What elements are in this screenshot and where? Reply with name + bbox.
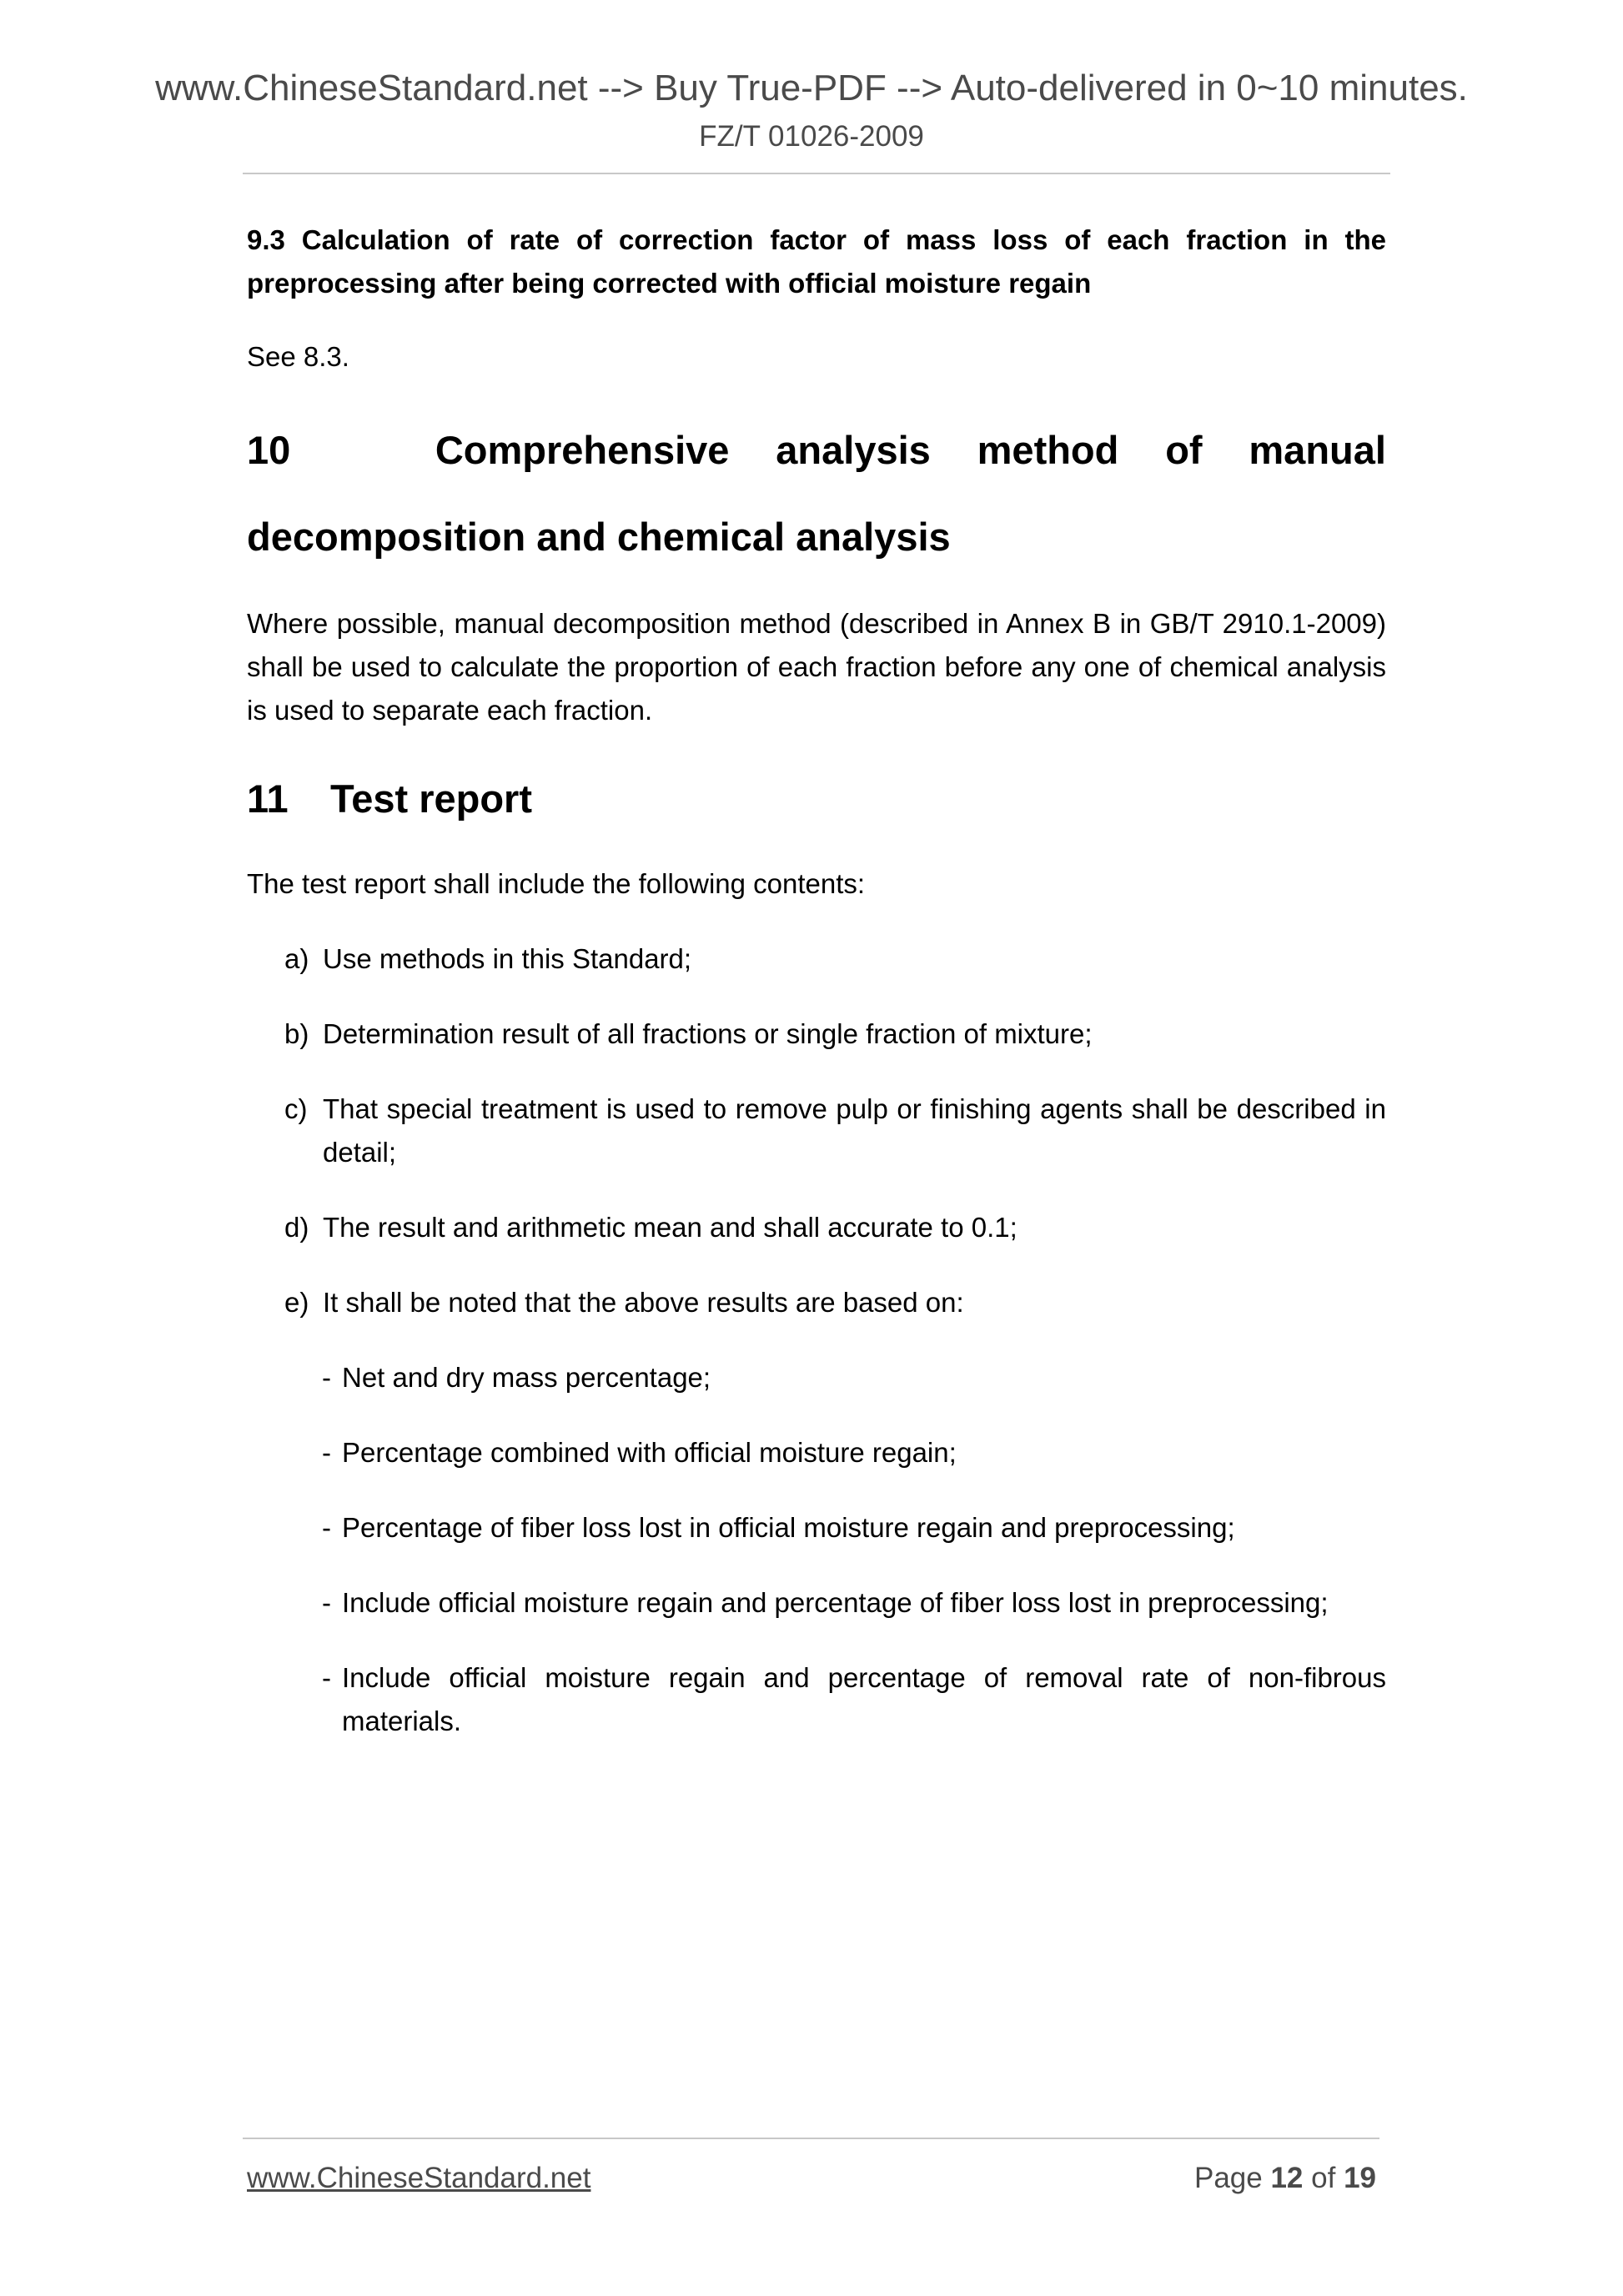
section-10-title-line2: decomposition and chemical analysis xyxy=(247,515,951,559)
list-marker: e) xyxy=(284,1287,309,1318)
list-text: Determination result of all fractions or single fraction of mixture; xyxy=(323,1018,1093,1049)
sub-list-text: Percentage of fiber loss lost in official moisture regain and preprocessing; xyxy=(342,1512,1235,1543)
section-10-number: 10 xyxy=(247,428,291,472)
sub-list-item xyxy=(247,1506,1386,1550)
sub-list-marker: - xyxy=(322,1362,331,1393)
sub-list-marker: - xyxy=(322,1587,331,1618)
sub-list-text: Include official moisture regain and percentage of removal rate of non-fibrous materials. xyxy=(342,1662,1386,1736)
page-indicator xyxy=(1194,2160,1376,2197)
page-body xyxy=(247,219,1386,1743)
sub-list-marker: - xyxy=(322,1437,331,1468)
list-marker: b) xyxy=(284,1018,309,1049)
section-11-heading xyxy=(247,756,1386,842)
section-9-3-text: See 8.3. xyxy=(247,341,349,372)
page-current: 12 xyxy=(1270,2162,1304,2194)
sub-list-item xyxy=(247,1356,1386,1399)
section-10-text: Where possible, manual decomposition method (described in Annex B in GB/T 2910.1-2009) shall be used to calculate the proportion of each fraction before any one of chemical analysis is used to separate each fraction. xyxy=(247,608,1386,726)
footer-site-link[interactable]: www.ChineseStandard.net xyxy=(247,2162,591,2194)
list-text: Use methods in this Standard; xyxy=(323,943,692,974)
section-11-intro: The test report shall include the following contents: xyxy=(247,868,866,899)
section-10-heading xyxy=(247,407,1386,580)
page-total: 19 xyxy=(1344,2162,1376,2194)
section-11-number: 11 xyxy=(247,776,289,821)
section-10-word: manual xyxy=(1249,428,1386,472)
list-text: That special treatment is used to remove pulp or finishing agents shall be described in detail; xyxy=(323,1093,1386,1168)
sub-list-item xyxy=(247,1431,1386,1475)
sub-list-text: Include official moisture regain and percentage of fiber loss lost in preprocessing; xyxy=(342,1587,1329,1618)
header-divider xyxy=(243,173,1390,174)
sub-list-text: Percentage combined with official moisture regain; xyxy=(342,1437,957,1468)
list-marker: d) xyxy=(284,1212,309,1243)
standard-number: FZ/T 01026-2009 xyxy=(699,120,924,153)
sub-list-text: Net and dry mass percentage; xyxy=(342,1362,711,1393)
sub-list-marker: - xyxy=(322,1662,331,1693)
page-of: of xyxy=(1311,2162,1336,2194)
list-text: The result and arithmetic mean and shall accurate to 0.1; xyxy=(323,1212,1018,1243)
section-10-word: analysis xyxy=(776,428,931,472)
list-item xyxy=(247,1206,1386,1249)
header-banner: www.ChineseStandard.net --> Buy True-PDF --> Auto-delivered in 0~10 minutes. xyxy=(155,68,1468,108)
sub-list-marker: - xyxy=(322,1512,331,1543)
section-10-title-line1 xyxy=(247,407,1386,494)
section-9-3-heading: 9.3 Calculation of rate of correction factor of mass loss of each fraction in the preprocessing after being corrected with official moisture regain xyxy=(247,224,1386,299)
list-marker: c) xyxy=(284,1093,308,1124)
list-text: It shall be noted that the above results are based on: xyxy=(323,1287,964,1318)
list-item xyxy=(247,1281,1386,1324)
sub-list-item xyxy=(247,1656,1386,1743)
list-item xyxy=(247,1088,1386,1174)
section-10-word: Comprehensive xyxy=(435,428,730,472)
list-marker: a) xyxy=(284,943,309,974)
sub-list-item xyxy=(247,1581,1386,1625)
page-word: Page xyxy=(1193,2162,1263,2194)
section-10-word: method xyxy=(977,428,1119,472)
list-item xyxy=(247,937,1386,981)
section-11-title: Test report xyxy=(330,776,532,821)
footer-divider xyxy=(243,2138,1379,2139)
list-item xyxy=(247,1012,1386,1056)
section-10-word: of xyxy=(1165,428,1203,472)
